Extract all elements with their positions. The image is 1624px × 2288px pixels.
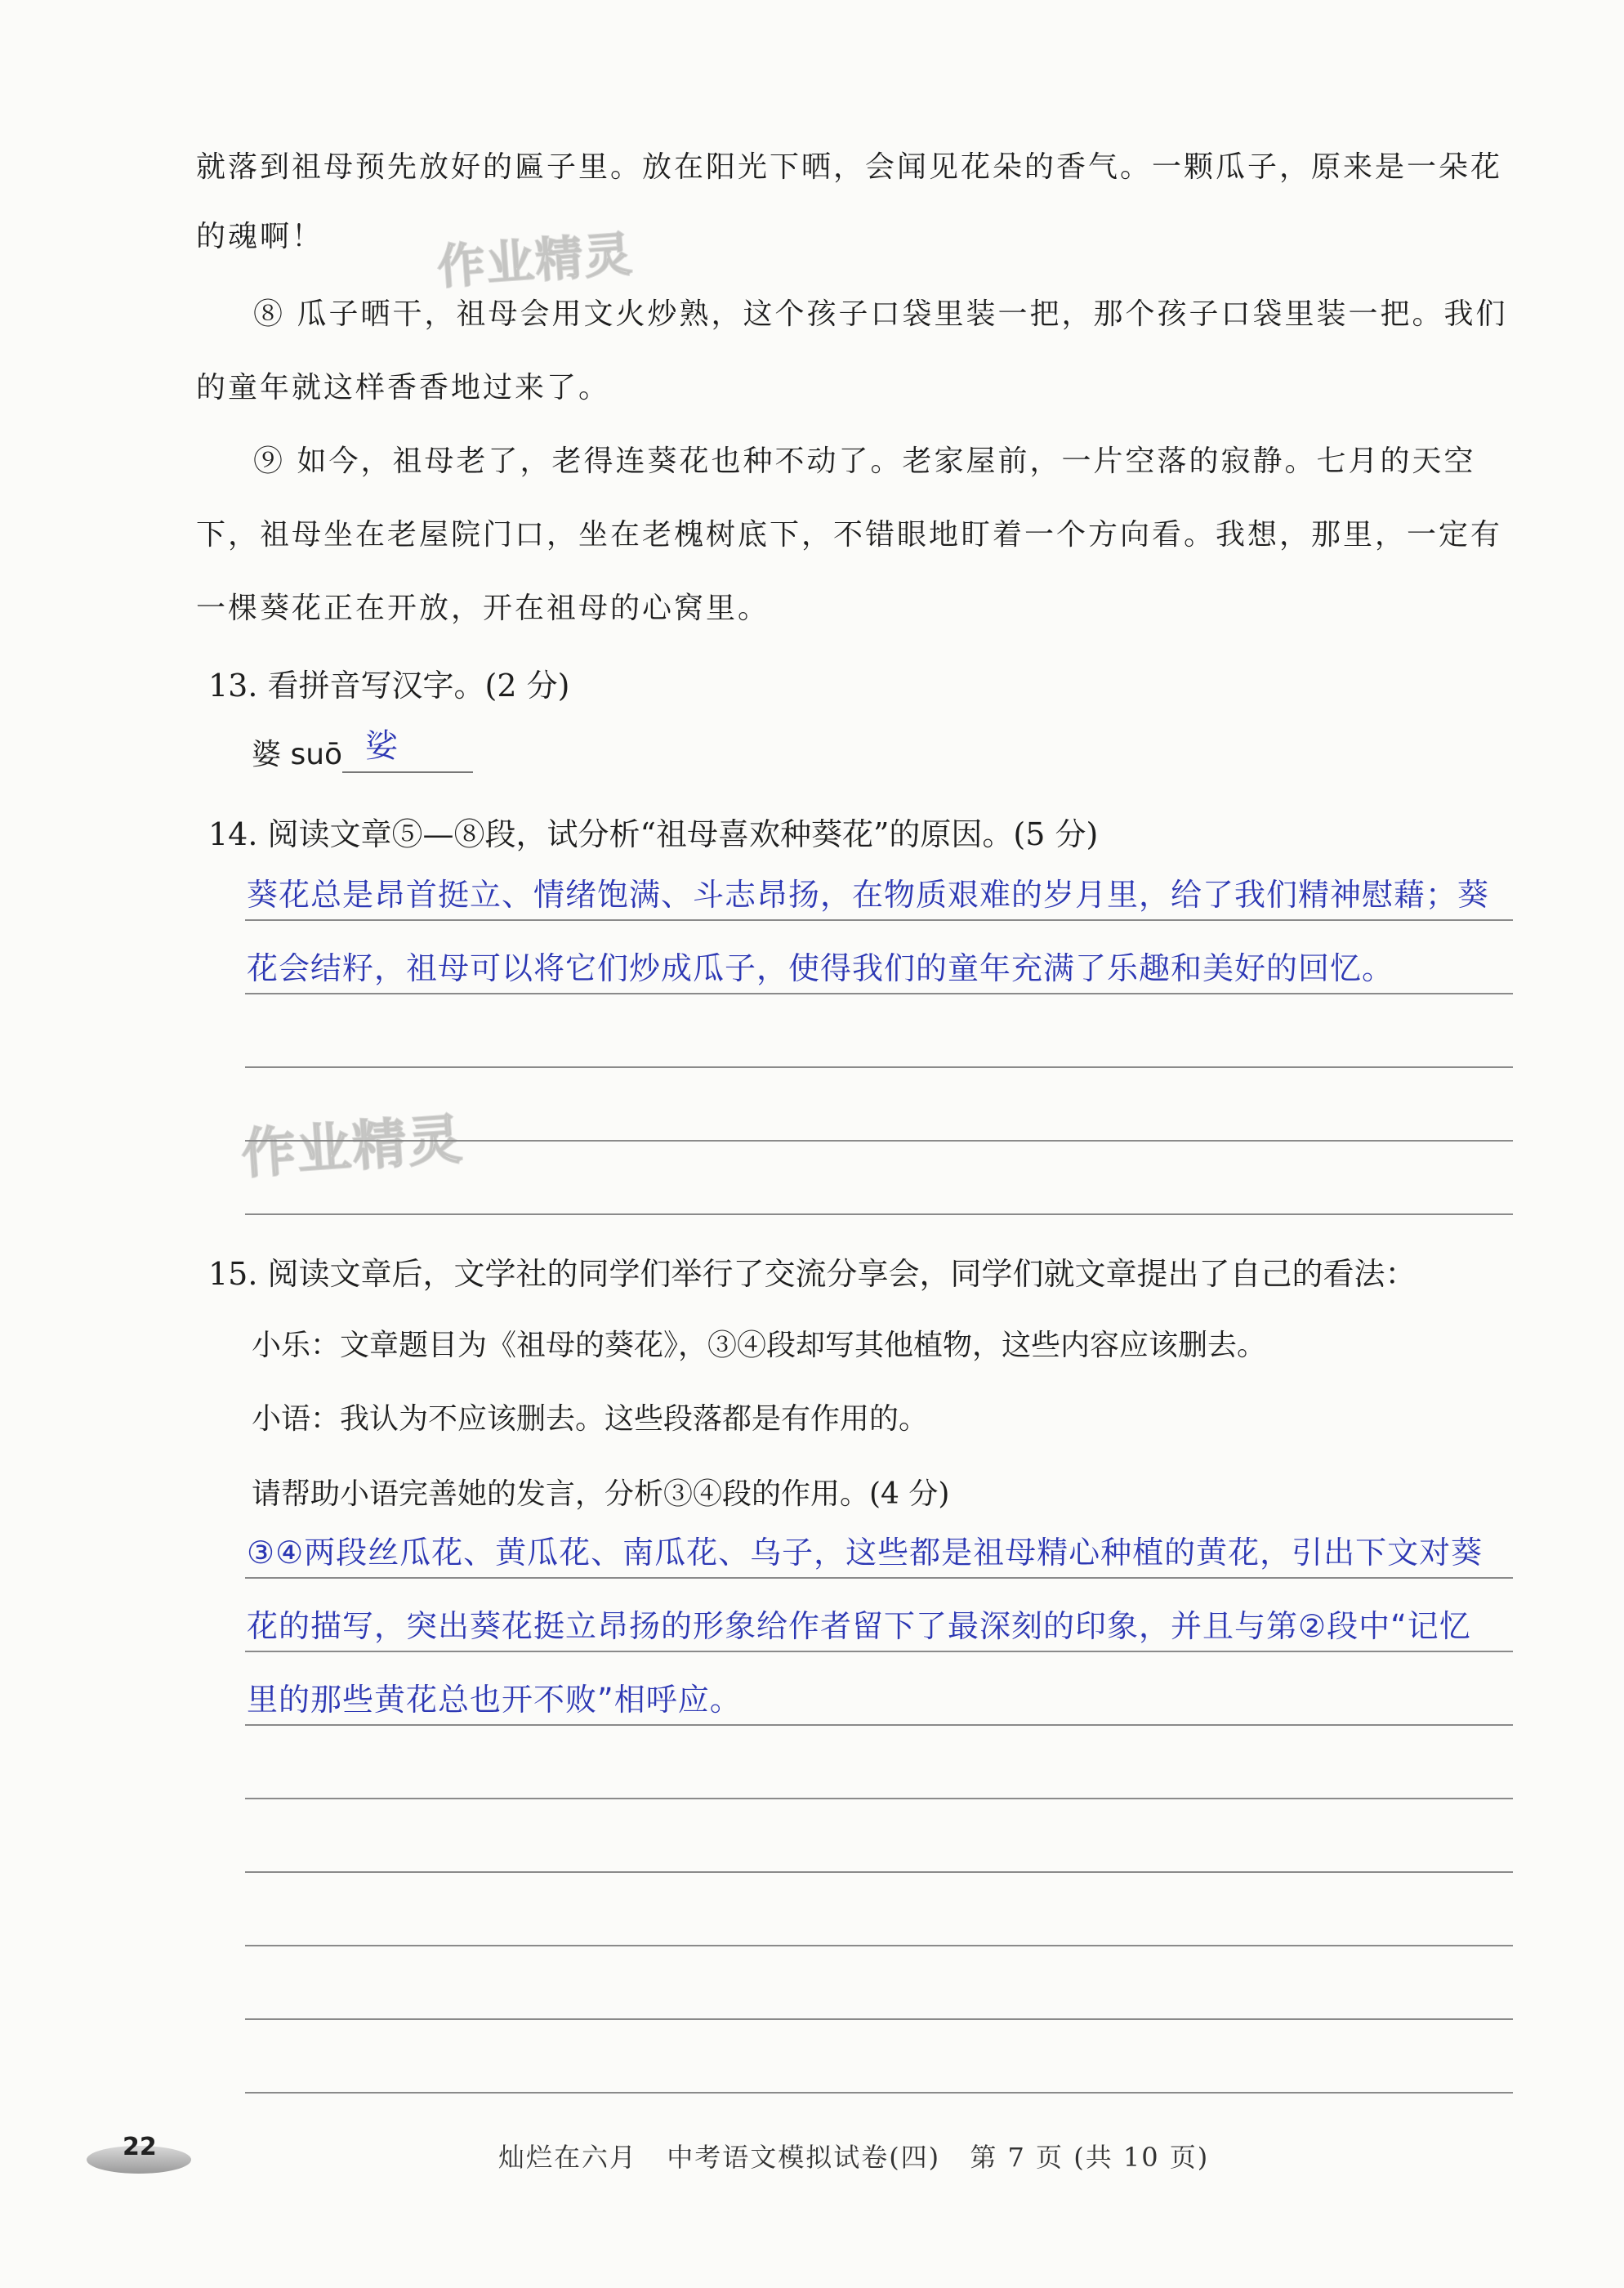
question-13-item xyxy=(252,727,473,773)
question-15-task: 请帮助小语完善她的发言，分析③④段的作用。(4 分) xyxy=(252,1477,950,1511)
question-14-prompt: 14. 阅读文章⑤—⑧段，试分析“祖母喜欢种葵花”的原因。(5 分) xyxy=(208,816,1099,852)
footer-exam-title: 中考语文模拟试卷(四) xyxy=(667,2142,941,2173)
answer-line xyxy=(245,1213,1513,1215)
footer-page-info: 第 7 页 (共 10 页) xyxy=(970,2142,1210,2173)
question-13-prompt: 13. 看拼音写汉字。(2 分) xyxy=(208,668,570,704)
watermark: 作业精灵 xyxy=(239,1107,466,1186)
question-15-answer-line: ③④两段丝瓜花、黄瓜花、南瓜花、乌子，这些都是祖母精心种植的黄花，引出下文对葵 xyxy=(247,1535,1483,1571)
answer-line xyxy=(245,2018,1513,2020)
footer-book-title: 灿烂在六月 xyxy=(498,2142,638,2173)
answer-line xyxy=(245,1945,1513,1946)
answer-line xyxy=(245,2092,1513,2094)
question-13-blank[interactable] xyxy=(342,727,473,773)
question-15-xiaoyu: 小语：我认为不应该删去。这些段落都是有作用的。 xyxy=(252,1402,929,1436)
question-13-char: 婆 xyxy=(252,738,291,771)
answer-line xyxy=(245,1798,1513,1799)
answer-line xyxy=(245,1066,1513,1068)
question-13-answer: 娑 xyxy=(365,727,399,765)
question-14-answer-line: 花会结籽，祖母可以将它们炒成瓜子，使得我们的童年充满了乐趣和美好的回忆。 xyxy=(247,950,1394,986)
question-14-answer-line: 葵花总是昂首挺立、情绪饱满、斗志昂扬，在物质艰难的岁月里，给了我们精神慰藉；葵 xyxy=(247,877,1490,913)
passage-line: 就落到祖母预先放好的匾子里。放在阳光下晒，会闻见花朵的香气。一颗瓜子，原来是一朵花 xyxy=(196,150,1503,184)
question-15-answer-line: 花的描写，突出葵花挺立昂扬的形象给作者留下了最深刻的印象，并且与第②段中“记忆 xyxy=(247,1608,1471,1644)
question-15-prompt: 15. 阅读文章后，文学社的同学们举行了交流分享会，同学们就文章提出了自己的看法： xyxy=(208,1256,1417,1292)
page-number: 22 xyxy=(123,2133,157,2161)
question-13-pinyin: suō xyxy=(290,738,343,771)
passage-paragraph-8: ⑧ 瓜子晒干，祖母会用文火炒熟，这个孩子口袋里装一把，那个孩子口袋里装一把。我们的童年就这样香香地过来了。 xyxy=(196,297,1508,404)
question-15-answer-line: 里的那些黄花总也开不败”相呼应。 xyxy=(247,1682,742,1718)
passage-line: 的魂啊！ xyxy=(196,220,324,253)
watermark: 作业精灵 xyxy=(435,226,636,296)
page-footer xyxy=(498,2137,1229,2174)
passage-paragraph-9: ⑨ 如今，祖母老了，老得连葵花也种不动了。老家屋前，一片空落的寂静。七月的天空下，祖母坐在老屋院门口，坐在老槐树底下，不错眼地盯着一个方向看。我想，那里，一定有一棵葵花正在开放，开在祖母的心窝里。 xyxy=(196,445,1503,625)
question-15-xiaole: 小乐：文章题目为《祖母的葵花》，③④段却写其他植物，这些内容应该删去。 xyxy=(252,1329,1267,1362)
page-number-badge xyxy=(87,2131,191,2177)
answer-line xyxy=(245,1871,1513,1873)
